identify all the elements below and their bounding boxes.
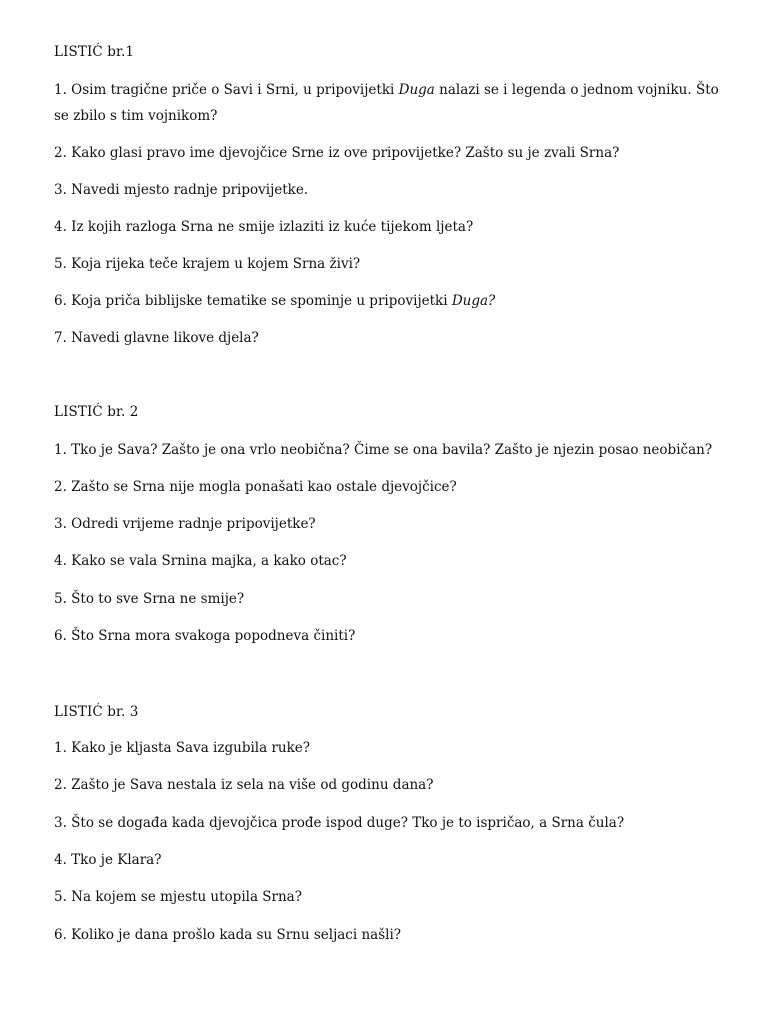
work-title-italic: Duga? [451, 293, 496, 309]
sheet-3-question-2: 2. Zašto je Sava nestala iz sela na više od godinu dana? [54, 777, 434, 793]
sheet-2-question-5: 5. Što to sve Srna ne smije? [54, 591, 245, 607]
sheet-1-question-4: 4. Iz kojih razloga Srna ne smije izlaziti iz kuće tijekom ljeta? [54, 219, 474, 235]
sheet-2-question-2: 2. Zašto se Srna nije mogla ponašati kao ostale djevojčice? [54, 479, 457, 495]
sheet-3-title: LISTIĆ br. 3 [54, 704, 139, 720]
sheet-3-question-6: 6. Koliko je dana prošlo kada su Srnu seljaci našli? [54, 927, 402, 943]
sheet-1-title: LISTIĆ br.1 [54, 44, 135, 60]
sheet-1-question-5: 5. Koja rijeka teče krajem u kojem Srna živi? [54, 256, 361, 272]
sheet-3-question-4: 4. Tko je Klara? [54, 852, 162, 868]
sheet-2-question-4: 4. Kako se vala Srnina majka, a kako otac? [54, 553, 347, 569]
sheet-3-question-5: 5. Na kojem se mjestu utopila Srna? [54, 889, 302, 905]
sheet-3-question-3: 3. Što se događa kada djevojčica prođe ispod duge? Tko je to ispričao, a Srna čula? [54, 815, 625, 831]
sheet-3-question-1: 1. Kako je kljasta Sava izgubila ruke? [54, 740, 310, 756]
sheet-1-question-3: 3. Navedi mjesto radnje pripovijetke. [54, 182, 309, 198]
question-text: 6. Koja priča biblijske tematike se spominje u pripovijetki [54, 293, 452, 309]
sheet-2-question-3: 3. Odredi vrijeme radnje pripovijetke? [54, 516, 316, 532]
sheet-2-question-6: 6. Što Srna mora svakoga popodneva činiti? [54, 628, 356, 644]
question-text: nalazi se i legenda o jednom vojniku. Što se zbilo s tim vojnikom? [54, 82, 719, 124]
work-title-italic: Duga [398, 82, 435, 98]
question-text: 1. Osim tragične priče o Savi i Srni, u pripovijetki [54, 82, 399, 98]
sheet-2-title: LISTIĆ br. 2 [54, 404, 139, 420]
sheet-2-question-1: 1. Tko je Sava? Zašto je ona vrlo neobična? Čime se ona bavila? Zašto je njezin posao neobičan? [54, 442, 713, 458]
sheet-1-question-7: 7. Navedi glavne likove djela? [54, 330, 259, 346]
sheet-1-question-1 [54, 77, 734, 129]
sheet-1-question-2: 2. Kako glasi pravo ime djevojčice Srne iz ove pripovijetke? Zašto su je zvali Srna? [54, 145, 620, 161]
sheet-1-question-6 [54, 288, 734, 314]
